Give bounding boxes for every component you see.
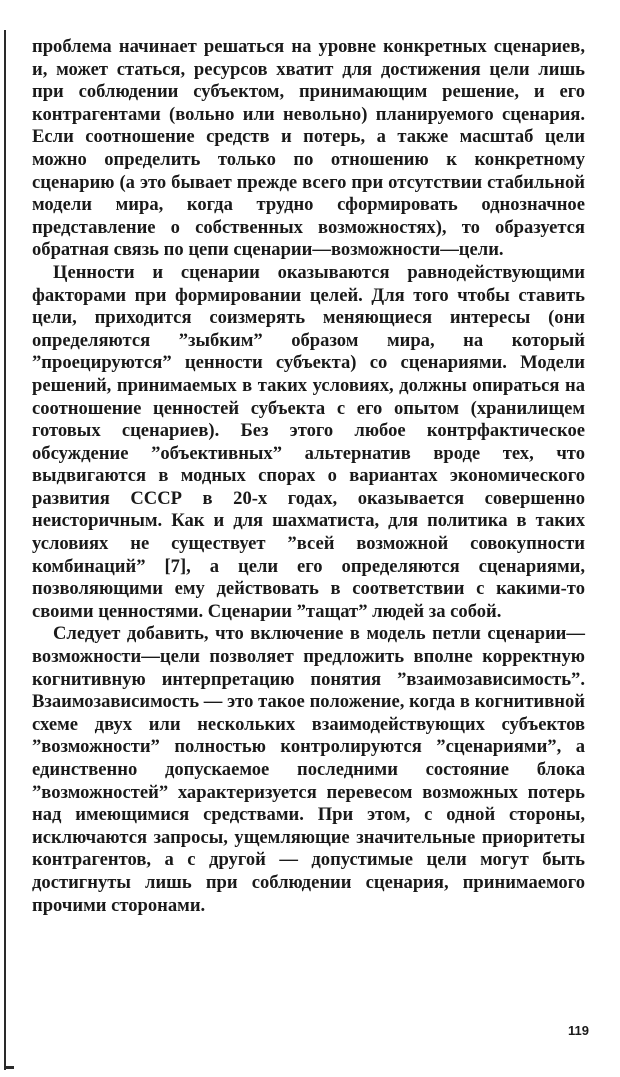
paragraph-3: Следует добавить, что включение в модель петли сценарии—возможности—цели позволяет предложить вполне корректную когнитивную интерпретацию понятия ”взаимозависимость”. Взаимозависимость — это такое положение, когда в когнитивной схеме двух или нескольких взаимодействующих субъектов ”возможности” полностью контролируются ”сценариями”, а единственно допускаемое последними состояние блока ”возможностей” характеризуется перевесом возможных потерь над имеющимися средствами. При этом, с одной стороны, исключаются запросы, ущемляющие значительные приоритеты контрагентов, а с другой — допустимые цели могут быть достигнуты лишь при соблюдении сценария, принимаемого прочими сторонами. [32,623,585,916]
margin-rule-line [4,30,6,1070]
paragraph-2: Ценности и сценарии оказываются равнодействующими факторами при формировании целей. Для того чтобы ставить цели, приходится соизмерять меняющиеся интересы (они определяются ”зыбким” образом мира, на который ”проецируются” ценности субъекта) со сценариями. Модели решений, принимаемых в таких условиях, должны опираться на соотношение ценностей субъекта с его опытом (хранилищем готовых сценариев). Без этого любое контрфактическое обсуждение ”объективных” альтернатив вроде тех, что выдвигаются в модных спорах о вариантах экономического развития СССР в 20-х годах, оказывается совершенно неисторичным. Как и для шахматиста, для политика в таких условиях не существует ”всей возможной совокупности комбинаций” [7], а цели его определяются сценариями, позволяющими ему действовать в соответствии с какими-то своими ценностями. Сценарии ”тащат” людей за собой. [32,261,585,622]
margin-rule-foot [4,1066,14,1069]
paragraph-1: проблема начинает решаться на уровне конкретных сценариев, и, может статься, ресурсов хватит для достижения цели лишь при соблюдении субъектом, принимающим решение, и его контрагентами (вольно или невольно) планируемого сценария. Если соотношение средств и потерь, а также масштаб цели можно определить только по отношению к конкретному сценарию (а это бывает прежде всего при отсутствии стабильной модели мира, когда трудно сформировать однозначное представление о собственных возможностях), то образуется обратная связь по цепи сценарии—возможности—цели. [32,36,585,261]
page-number: 119 [568,1023,589,1038]
body-text [32,36,585,917]
